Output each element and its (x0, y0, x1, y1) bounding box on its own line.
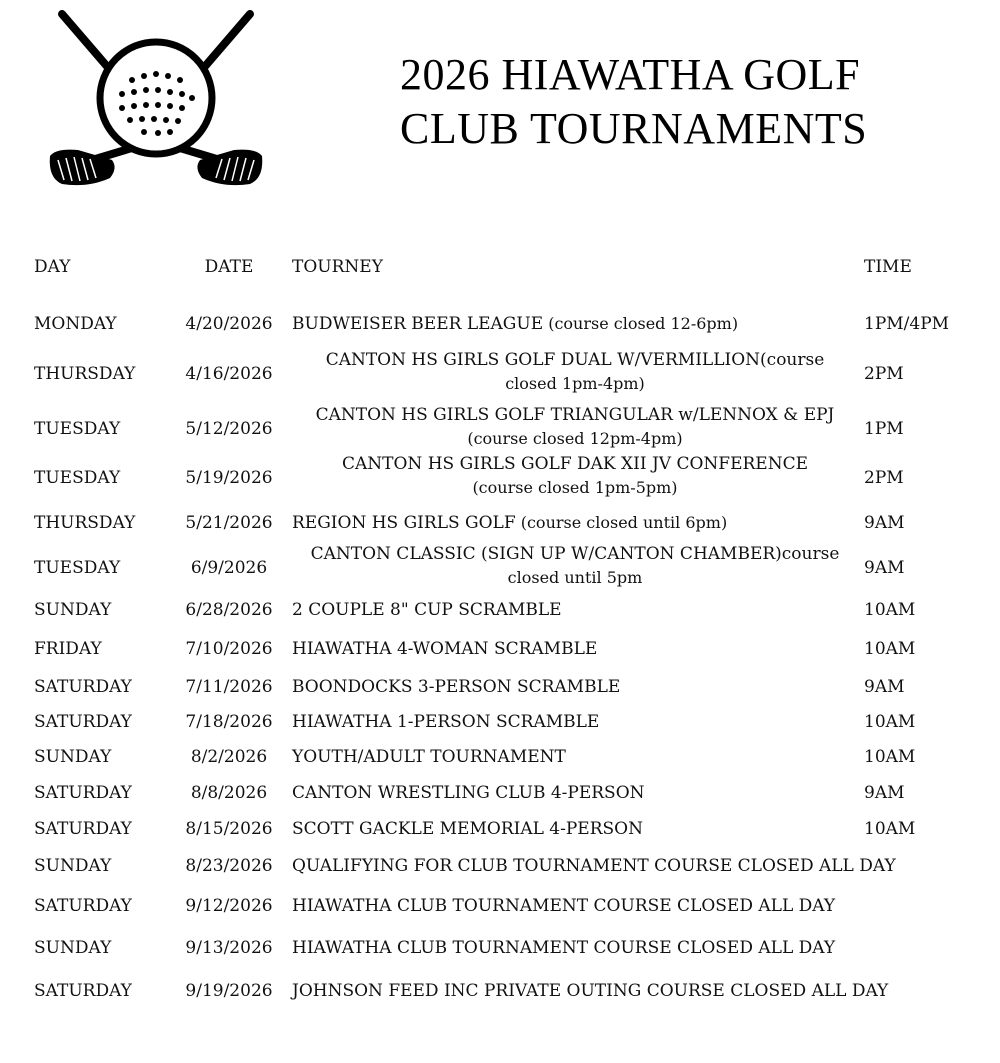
table-row (0, 854, 1000, 878)
row-time: 9AM (864, 677, 905, 697)
row-time: 1PM/4PM (864, 314, 950, 334)
row-day: THURSDAY (34, 513, 136, 533)
table-row (0, 403, 1000, 455)
row-date: 8/8/2026 (190, 783, 268, 803)
row-date: 8/15/2026 (185, 819, 273, 839)
row-date: 4/20/2026 (185, 314, 273, 334)
row-tourney-name: QUALIFYING FOR CLUB TOURNAMENT COURSE CLOSED ALL DAY (292, 856, 896, 876)
row-date: 6/28/2026 (185, 600, 273, 620)
table-row (0, 936, 1000, 960)
row-tourney (292, 979, 888, 1003)
table-row (0, 817, 1000, 841)
row-time: 10AM (864, 819, 916, 839)
row-date: 7/10/2026 (185, 639, 273, 659)
row-tourney (292, 637, 597, 661)
row-date: 9/13/2026 (185, 938, 273, 958)
table-header (0, 255, 1000, 279)
row-tourney (292, 675, 620, 699)
row-day: SUNDAY (34, 856, 112, 876)
row-tourney-name: CANTON HS GIRLS GOLF TRIANGULAR w/LENNOX & EPJ (315, 405, 835, 425)
row-tourney-name: BUDWEISER BEER LEAGUE (292, 314, 544, 334)
header-time: TIME (864, 257, 912, 277)
row-tourney-note: closed 1pm-4pm) (505, 374, 645, 393)
row-day: SUNDAY (34, 747, 112, 767)
row-day: SATURDAY (34, 783, 132, 803)
row-date: 8/23/2026 (185, 856, 273, 876)
row-time: 9AM (864, 558, 905, 578)
row-time: 9AM (864, 783, 905, 803)
row-time: 2PM (864, 468, 904, 488)
golf-ball-crossed-clubs-icon (48, 10, 264, 188)
row-tourney-name: SCOTT GACKLE MEMORIAL 4-PERSON (292, 819, 643, 839)
page-title (400, 48, 960, 156)
row-day: TUESDAY (34, 419, 121, 439)
row-tourney-note: (course closed until 6pm) (515, 513, 728, 532)
row-time: 10AM (864, 747, 916, 767)
row-tourney-name: 2 COUPLE 8" CUP SCRAMBLE (292, 600, 562, 620)
row-date: 5/21/2026 (185, 513, 273, 533)
table-row (0, 894, 1000, 918)
row-tourney-name: CANTON HS GIRLS GOLF DUAL W/VERMILLION(course (325, 350, 825, 370)
row-day: TUESDAY (34, 558, 121, 578)
header-tourney: TOURNEY (292, 257, 383, 277)
table-row (0, 979, 1000, 1003)
row-tourney (292, 854, 896, 878)
row-day: SATURDAY (34, 896, 132, 916)
row-date: 9/19/2026 (185, 981, 273, 1001)
row-day: FRIDAY (34, 639, 102, 659)
table-row (0, 745, 1000, 769)
row-tourney-note: (course closed 1pm-5pm) (472, 478, 678, 497)
row-tourney (292, 403, 858, 451)
row-date: 7/11/2026 (185, 677, 273, 697)
row-tourney-name: HIAWATHA CLUB TOURNAMENT COURSE CLOSED ALL DAY (292, 938, 836, 958)
row-tourney-name: YOUTH/ADULT TOURNAMENT (292, 747, 566, 767)
table-row (0, 312, 1000, 336)
row-day: SATURDAY (34, 712, 132, 732)
row-time: 9AM (864, 513, 905, 533)
row-date: 4/16/2026 (185, 364, 273, 384)
row-day: THURSDAY (34, 364, 136, 384)
row-day: TUESDAY (34, 468, 121, 488)
row-tourney (292, 781, 645, 805)
row-tourney-name: CANTON WRESTLING CLUB 4-PERSON (292, 783, 645, 803)
row-date: 9/12/2026 (185, 896, 273, 916)
row-time: 10AM (864, 712, 916, 732)
row-tourney (292, 598, 562, 622)
row-date: 5/19/2026 (185, 468, 273, 488)
table-row (0, 542, 1000, 594)
table-row (0, 637, 1000, 661)
table-row (0, 710, 1000, 734)
table-row (0, 511, 1000, 535)
row-tourney (292, 936, 835, 960)
row-tourney-name: BOONDOCKS 3-PERSON SCRAMBLE (292, 677, 621, 697)
row-day: SUNDAY (34, 600, 112, 620)
header-date: DATE (204, 257, 254, 277)
row-time: 10AM (864, 639, 916, 659)
row-tourney (292, 348, 858, 396)
table-row (0, 598, 1000, 622)
row-date: 6/9/2026 (190, 558, 268, 578)
row-time: 10AM (864, 600, 916, 620)
row-date: 5/12/2026 (185, 419, 273, 439)
row-day: MONDAY (34, 314, 117, 334)
table-row (0, 348, 1000, 400)
row-tourney-name: HIAWATHA CLUB TOURNAMENT COURSE CLOSED ALL DAY (292, 896, 836, 916)
header-day: DAY (34, 257, 71, 277)
row-tourney (292, 745, 566, 769)
row-day: SATURDAY (34, 981, 132, 1001)
row-date: 8/2/2026 (190, 747, 268, 767)
row-time: 1PM (864, 419, 904, 439)
row-tourney-name: HIAWATHA 4-WOMAN SCRAMBLE (292, 639, 598, 659)
row-date: 7/18/2026 (185, 712, 273, 732)
title-line-2: CLUB TOURNAMENTS (400, 104, 868, 153)
table-row (0, 452, 1000, 504)
row-day: SUNDAY (34, 938, 112, 958)
table-row (0, 781, 1000, 805)
row-time: 2PM (864, 364, 904, 384)
row-tourney (292, 452, 858, 500)
table-row (0, 675, 1000, 699)
row-tourney-note: (course closed 12pm-4pm) (467, 429, 683, 448)
title-line-1: 2026 HIAWATHA GOLF (400, 50, 861, 99)
row-tourney (292, 312, 738, 336)
row-tourney (292, 894, 835, 918)
row-tourney (292, 817, 643, 841)
row-tourney-name: JOHNSON FEED INC PRIVATE OUTING COURSE CLOSED ALL DAY (292, 981, 889, 1001)
row-tourney-note: (course closed 12-6pm) (543, 314, 739, 333)
row-tourney-name: HIAWATHA 1-PERSON SCRAMBLE (292, 712, 600, 732)
row-tourney-name: REGION HS GIRLS GOLF (292, 513, 516, 533)
row-tourney-note: closed until 5pm (507, 568, 643, 587)
row-tourney-name: CANTON HS GIRLS GOLF DAK XII JV CONFERENCE (342, 454, 808, 474)
row-tourney (292, 511, 727, 535)
row-tourney (292, 542, 858, 590)
row-tourney (292, 710, 599, 734)
row-day: SATURDAY (34, 677, 132, 697)
row-day: SATURDAY (34, 819, 132, 839)
row-tourney-name: CANTON CLASSIC (SIGN UP W/CANTON CHAMBER)course (310, 544, 840, 564)
